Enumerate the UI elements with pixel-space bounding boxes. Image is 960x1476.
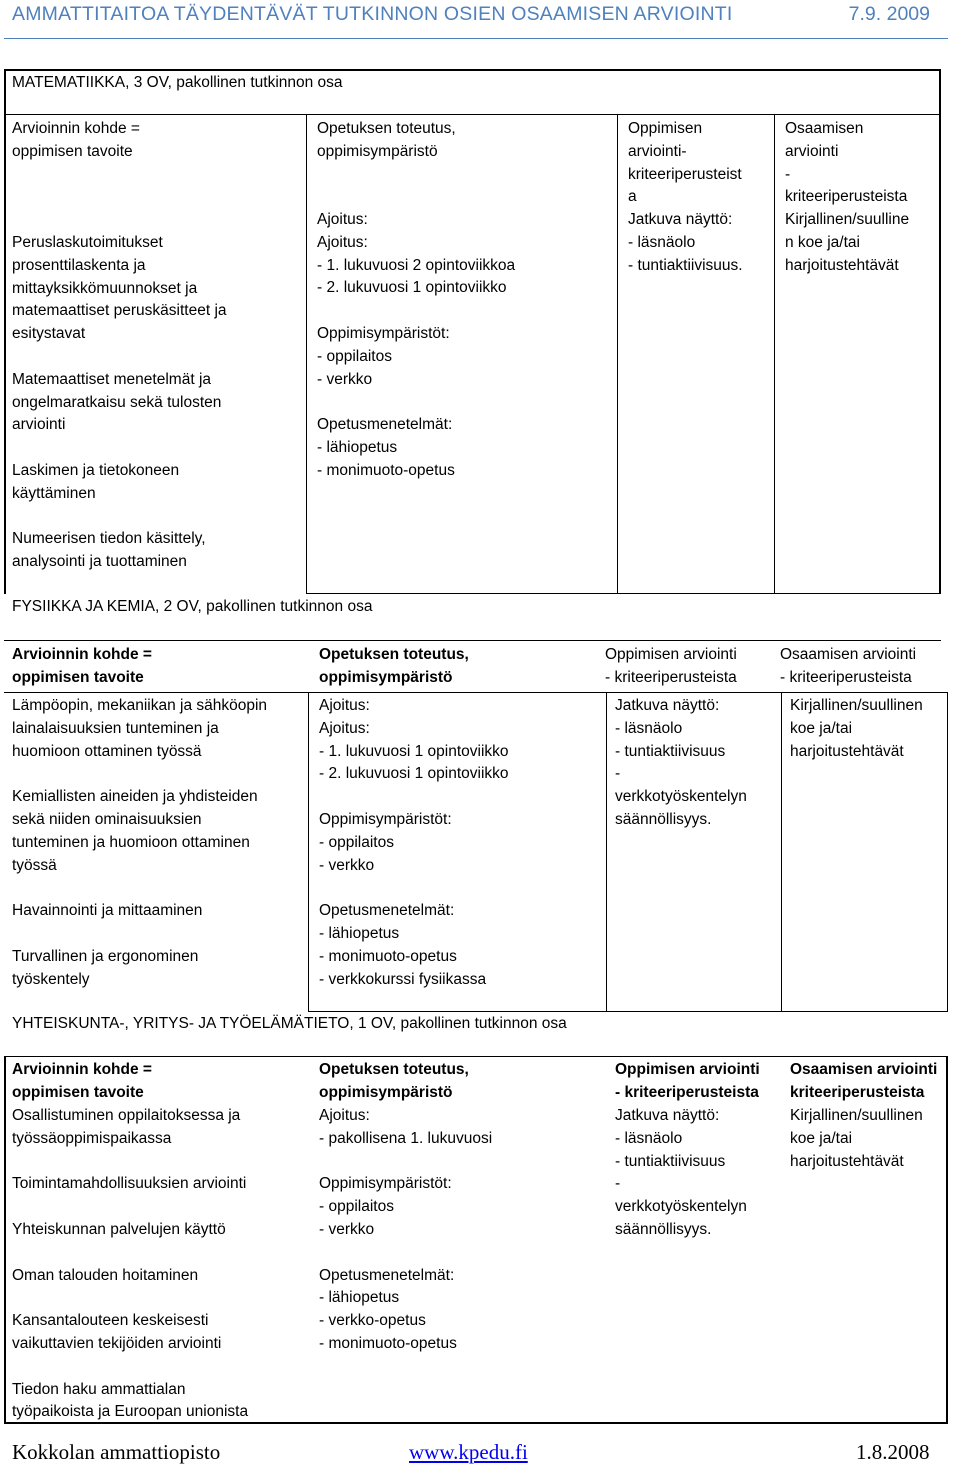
header-title: AMMATTITAITOA TÄYDENTÄVÄT TUTKINNON OSIEN OSAAMISEN ARVIOINTI: [12, 3, 733, 25]
header-teaching: Opetuksen toteutus, oppimisympäristö: [317, 120, 456, 160]
table-border: [4, 1056, 6, 1424]
table-border: [774, 114, 775, 594]
competence-assessment: Kirjallinen/suullinen koe ja/tai harjoitustehtävät: [790, 697, 923, 760]
footer-link[interactable]: www.kpedu.fi: [409, 1440, 528, 1464]
section-title: FYSIIKKA JA KEMIA, 2 OV, pakollinen tutkinnon osa: [12, 598, 373, 615]
table-border: [781, 692, 782, 1012]
table-border: [4, 69, 941, 71]
table-border: [308, 1011, 948, 1012]
section-title: MATEMATIIKKA, 3 OV, pakollinen tutkinnon osa: [12, 74, 343, 91]
header-competence-assessment: Osaamisen arviointi - kriteeriperusteista: [780, 646, 917, 686]
table-border: [946, 1056, 948, 1424]
footer-school: Kokkolan ammattiopisto: [12, 1440, 221, 1464]
header-learning-assessment: Oppimisen arviointi- kriteeriperusteist a: [628, 120, 742, 206]
learning-objectives: Peruslaskutoimitukset prosenttilaskenta ja mittayksikkömuunnokset ja matemaattiset peruskäsitteet ja esitystavat Matemaattiset menetelmät ja ongelmaratkaisu sekä tulosten arviointi Laskimen ja tietokoneen käyttäminen Numeerisen tiedon käsittely, analysointi ja tuottaminen: [12, 234, 227, 571]
header-learning-assessment: Oppimisen arviointi - kriteeriperusteista: [615, 1061, 760, 1101]
table-border: [306, 114, 307, 594]
header-learning-assessment: Oppimisen arviointi - kriteeriperusteista: [605, 646, 737, 686]
table-border: [617, 114, 618, 594]
learning-assessment: Jatkuva näyttö: - läsnäolo - tuntiaktiivisuus - verkkotyöskentelyn säännöllisyys.: [615, 697, 747, 828]
footer-date: 1.8.2008: [856, 1440, 930, 1464]
header-assessment-target: Arvioinnin kohde = oppimisen tavoite: [12, 120, 140, 160]
table-border: [947, 692, 948, 1012]
learning-objectives: Lämpöopin, mekaniikan ja sähköopin lainalaisuuksien tunteminen ja huomioon ottaminen työssä Kemiallisten aineiden ja yhdisteiden sekä niiden ominaisuuksien tunteminen ja huomioon ottaminen työssä Havainnointi ja mittaaminen Turvallinen ja ergonominen työskentely: [12, 697, 268, 988]
table-border: [4, 1056, 948, 1057]
table-border: [308, 692, 309, 1012]
teaching-implementation: Ajoitus: - pakollisena 1. lukuvuosi Oppimisympäristöt: - oppilaitos - verkko Opetusmenetelmät: - lähiopetus - verkko-opetus - monimuoto-opetus: [319, 1107, 493, 1352]
table-border: [4, 692, 948, 693]
table-border: [306, 593, 941, 594]
header-competence-assessment: Osaamisen arviointi - kriteeriperusteista: [785, 120, 908, 206]
learning-objectives: Osallistuminen oppilaitoksessa ja työssäoppimispaikassa Toimintamahdollisuuksien arviointi Yhteiskunnan palvelujen käyttö Oman talouden hoitaminen Kansantalouteen keskeisesti vaikuttavien tekijöiden arviointi Tiedon haku ammattialan työpaikoista ja Euroopan unionista: [12, 1107, 249, 1421]
table-border: [606, 692, 607, 1012]
table-border: [939, 69, 941, 594]
learning-assessment: Jatkuva näyttö: - läsnäolo - tuntiaktiivisuus.: [628, 211, 743, 274]
table-border: [4, 640, 941, 641]
header-assessment-target: Arvioinnin kohde = oppimisen tavoite: [12, 646, 152, 686]
page-header: [12, 3, 952, 29]
header-assessment-target: Arvioinnin kohde = oppimisen tavoite: [12, 1061, 152, 1101]
teaching-implementation: Ajoitus: Ajoitus: - 1. lukuvuosi 1 opintoviikko - 2. lukuvuosi 1 opintoviikko Oppimisympäristöt: - oppilaitos - verkko Opetusmenetelmät: - lähiopetus - monimuoto-opetus - verkkokurssi fysiikassa: [319, 697, 509, 988]
table-border: [4, 114, 941, 115]
learning-assessment: Jatkuva näyttö: - läsnäolo - tuntiaktiivisuus - verkkotyöskentelyn säännöllisyys.: [615, 1107, 747, 1238]
header-competence-assessment: Osaamisen arviointi kriteeriperusteista: [790, 1061, 938, 1101]
header-divider: [4, 38, 948, 39]
competence-assessment: Kirjallinen/suulline n koe ja/tai harjoitustehtävät: [785, 211, 910, 274]
header-date: 7.9. 2009: [848, 3, 930, 25]
header-teaching: Opetuksen toteutus, oppimisympäristö: [319, 646, 469, 686]
section-title: YHTEISKUNTA-, YRITYS- JA TYÖELÄMÄTIETO, 1 OV, pakollinen tutkinnon osa: [12, 1015, 567, 1032]
table-border: [4, 69, 6, 594]
header-teaching: Opetuksen toteutus, oppimisympäristö: [319, 1061, 469, 1101]
competence-assessment: Kirjallinen/suullinen koe ja/tai harjoitustehtävät: [790, 1107, 923, 1170]
teaching-implementation: Ajoitus: Ajoitus: - 1. lukuvuosi 2 opintoviikkoa - 2. lukuvuosi 1 opintoviikko Oppimisympäristöt: - oppilaitos - verkko Opetusmenetelmät: - lähiopetus - monimuoto-opetus: [317, 211, 516, 479]
